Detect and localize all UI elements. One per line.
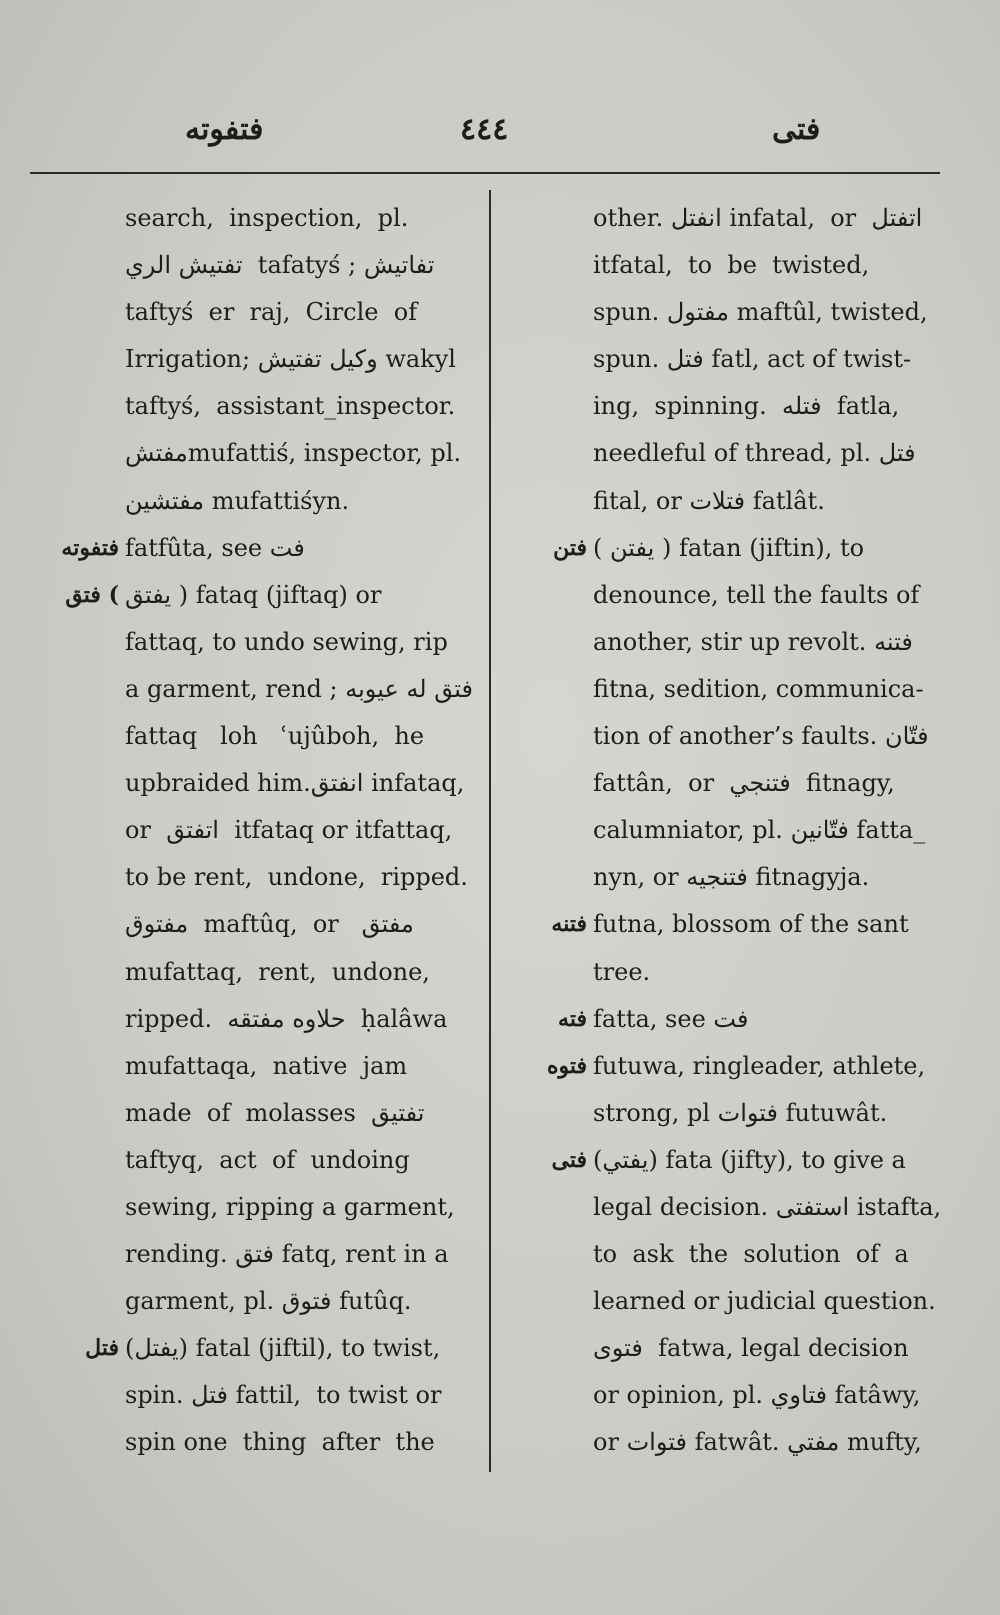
text-line bbox=[593, 854, 951, 901]
text-line bbox=[546, 1043, 951, 1090]
line-text: (يفتي) fata (jifty), to give a bbox=[593, 1145, 906, 1174]
headword-margin: فتل bbox=[85, 1335, 119, 1362]
line-text: needleful of thread, pl. فتل bbox=[593, 439, 916, 468]
text-line bbox=[125, 760, 483, 807]
line-text: (يفتل) fatal (jiftil), to twist, bbox=[125, 1334, 441, 1363]
line-text: fatta, see فت bbox=[593, 1004, 749, 1033]
text-line bbox=[593, 289, 951, 336]
text-line bbox=[593, 242, 951, 289]
text-line bbox=[125, 383, 483, 430]
text-line bbox=[593, 1231, 951, 1278]
text-line bbox=[125, 1278, 483, 1325]
text-line bbox=[593, 572, 951, 619]
text-line bbox=[551, 1137, 951, 1184]
text-line bbox=[593, 1090, 951, 1137]
line-text: fattaq loh ʿujûboh, he bbox=[125, 722, 425, 751]
line-text: fattaq, to undo sewing, rip bbox=[125, 627, 448, 656]
line-text: spun. مفتول maftûl, twisted, bbox=[593, 298, 928, 327]
text-line bbox=[125, 430, 483, 477]
headword-margin: فتق ( bbox=[65, 581, 119, 608]
headword-margin: فتوه bbox=[546, 1052, 587, 1079]
line-text: ing, spinning. فتله fatla, bbox=[593, 392, 900, 421]
text-line bbox=[125, 1231, 483, 1278]
line-text: futuwa, ringleader, athlete, bbox=[593, 1051, 926, 1080]
headword-margin: فتنه bbox=[551, 911, 587, 938]
line-text: fattân, or فتنجي fitnagy, bbox=[593, 769, 895, 798]
text-line bbox=[125, 195, 483, 242]
line-text: spun. فتل fatl, act of twist- bbox=[593, 345, 912, 374]
line-text: denounce, tell the faults of bbox=[593, 580, 920, 609]
line-text: tree. bbox=[593, 957, 651, 986]
line-text: tion of another’s faults. فتّان bbox=[593, 722, 929, 751]
header-rule bbox=[30, 172, 940, 174]
page-number: ٤٤٤ bbox=[460, 112, 509, 147]
line-text: search, inspection, pl. bbox=[125, 204, 409, 232]
text-line bbox=[85, 1325, 483, 1372]
text-line bbox=[593, 430, 951, 477]
line-text: sewing, ripping a garment, bbox=[125, 1192, 455, 1221]
line-text: مفتوق maftûq, or مفتق bbox=[125, 910, 414, 939]
line-text: fitna, sedition, communica- bbox=[593, 674, 924, 703]
line-text: Irrigation; وكيل تفتيش wakyl bbox=[125, 345, 456, 374]
line-text: futna, blossom of the sant bbox=[593, 910, 909, 939]
headword-margin: فته bbox=[558, 1005, 587, 1032]
text-line bbox=[593, 1419, 951, 1466]
text-line bbox=[125, 1090, 483, 1137]
line-text: itfatal, to be twisted, bbox=[593, 251, 870, 280]
line-text: or اتفتق itfataq or itfattaq, bbox=[125, 816, 453, 845]
text-line bbox=[593, 383, 951, 430]
text-line bbox=[125, 1372, 483, 1419]
line-text: taftyś, assistant_inspector. bbox=[125, 392, 456, 421]
line-text: ( يفتن ) fatan (jiftin), to bbox=[593, 533, 865, 562]
line-text: to be rent, undone, ripped. bbox=[125, 863, 468, 892]
text-line bbox=[125, 807, 483, 854]
line-text: spin. فتل fattil, to twist or bbox=[125, 1381, 442, 1410]
left-column bbox=[61, 195, 483, 1467]
line-text: mufattaqa, native jam bbox=[125, 1051, 408, 1080]
line-text: other. انفتل infatal, or اتفتل bbox=[593, 204, 923, 232]
line-text: فتوى fatwa, legal decision bbox=[593, 1334, 909, 1363]
line-text: learned or judicial question. bbox=[593, 1287, 936, 1316]
text-line bbox=[125, 713, 483, 760]
text-line bbox=[125, 854, 483, 901]
line-text: spin one thing after the bbox=[125, 1428, 435, 1457]
text-line bbox=[593, 195, 951, 242]
text-line bbox=[593, 713, 951, 760]
text-line bbox=[125, 949, 483, 996]
running-head-left: فتفوته bbox=[185, 112, 264, 147]
text-line bbox=[125, 619, 483, 666]
headword-margin: فتن bbox=[553, 534, 587, 561]
column-divider bbox=[489, 190, 491, 1472]
line-text: calumniator, pl. فتّانين fatta_ bbox=[593, 816, 926, 845]
line-text: ripped. حلاوه مفتقه ḥalâwa bbox=[125, 1004, 448, 1033]
text-line bbox=[593, 619, 951, 666]
text-line bbox=[551, 901, 951, 948]
line-text: legal decision. استفتى istafta, bbox=[593, 1192, 942, 1221]
line-text: يفتق ) fataq (jiftaq) or bbox=[125, 580, 382, 609]
line-text: or opinion, pl. فتاوي fatâwy, bbox=[593, 1381, 921, 1410]
text-line bbox=[558, 996, 951, 1043]
text-line bbox=[593, 760, 951, 807]
line-text: strong, pl فتوات futuwât. bbox=[593, 1098, 888, 1127]
text-line bbox=[593, 807, 951, 854]
text-line bbox=[125, 1184, 483, 1231]
text-line bbox=[125, 478, 483, 525]
line-text: another, stir up revolt. فتنه bbox=[593, 627, 913, 656]
line-text: rending. فتق fatq, rent in a bbox=[125, 1240, 449, 1269]
text-line bbox=[125, 666, 483, 713]
text-line bbox=[125, 996, 483, 1043]
text-line bbox=[125, 1043, 483, 1090]
text-line bbox=[125, 1419, 483, 1466]
line-text: مفتشين mufattiśyn. bbox=[125, 486, 350, 515]
line-text: fatfûta, see فت bbox=[125, 533, 305, 562]
right-column bbox=[546, 195, 951, 1467]
text-line bbox=[593, 336, 951, 383]
text-line bbox=[593, 1184, 951, 1231]
text-line bbox=[125, 289, 483, 336]
text-line bbox=[125, 1137, 483, 1184]
headword-margin: فتفوته bbox=[61, 534, 119, 561]
text-line bbox=[593, 478, 951, 525]
text-line bbox=[125, 901, 483, 948]
line-text: made of molasses تفتيق bbox=[125, 1098, 425, 1127]
line-text: taftyq, act of undoing bbox=[125, 1145, 410, 1174]
line-text: or فتوات fatwât. مفتي mufty, bbox=[593, 1428, 922, 1457]
line-text: تفتيش الري tafatyś ; تفاتيش bbox=[125, 251, 435, 280]
text-line bbox=[125, 336, 483, 383]
line-text: to ask the solution of a bbox=[593, 1240, 909, 1269]
line-text: a garment, rend ; فتق له عيوبه bbox=[125, 674, 473, 703]
text-line bbox=[61, 525, 483, 572]
text-line bbox=[125, 242, 483, 289]
line-text: mufattaq, rent, undone, bbox=[125, 957, 430, 986]
line-text: nyn, or فتنجيه fitnagyja. bbox=[593, 863, 870, 892]
line-text: garment, pl. فتوق futûq. bbox=[125, 1287, 412, 1316]
line-text: upbraided him.انفتق infataq, bbox=[125, 769, 465, 798]
text-line bbox=[65, 572, 483, 619]
line-text: fital, or فتلات fatlât. bbox=[593, 486, 825, 515]
headword-margin: فتى bbox=[551, 1146, 587, 1173]
text-line bbox=[593, 666, 951, 713]
text-line bbox=[593, 1372, 951, 1419]
running-head-right: فتى bbox=[772, 112, 821, 147]
text-line bbox=[593, 1278, 951, 1325]
text-line bbox=[553, 525, 951, 572]
line-text: taftyś er raj, Circle of bbox=[125, 298, 418, 327]
text-line bbox=[593, 949, 951, 996]
text-line bbox=[593, 1325, 951, 1372]
line-text: مفتشmufattiś, inspector, pl. bbox=[125, 439, 462, 468]
